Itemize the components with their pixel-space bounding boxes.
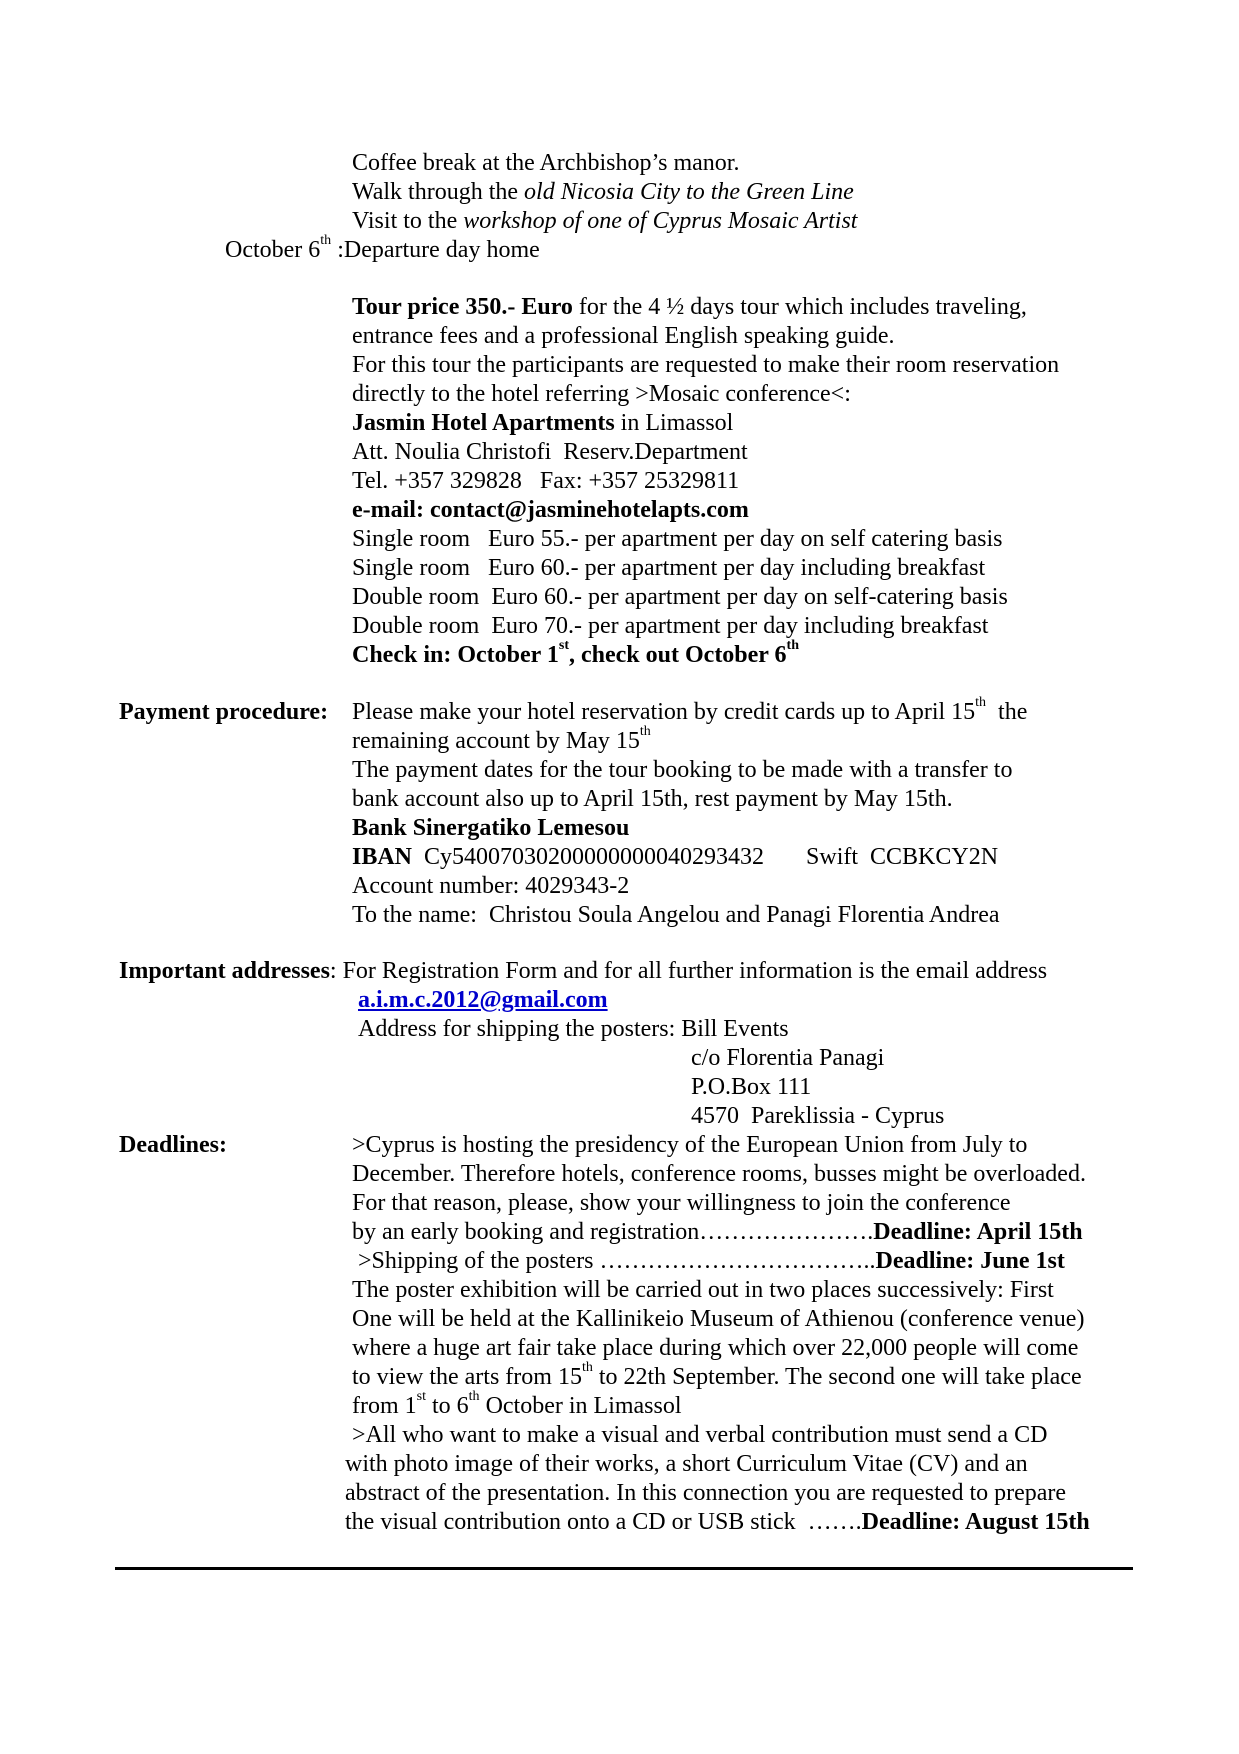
deadline-line: The poster exhibition will be carried out in two places successively: First	[352, 1277, 1054, 1303]
deadlines-label: Deadlines:	[119, 1132, 227, 1158]
payment-line: remaining account by May 15th	[352, 724, 651, 754]
registration-email-link[interactable]: a.i.m.c.2012@gmail.com	[358, 987, 608, 1013]
hotel-email: e-mail: contact@jasminehotelapts.com	[352, 497, 749, 523]
shipping-address: Address for shipping the posters: Bill Events	[358, 1016, 789, 1042]
itinerary-line: Coffee break at the Archbishop’s manor.	[352, 150, 740, 176]
departure-line: October 6th :Departure day home	[225, 233, 540, 263]
deadline-line: from 1st to 6th October in Limassol	[352, 1389, 682, 1419]
account-holder: To the name: Christou Soula Angelou and Panagi Florentia Andrea	[352, 902, 1000, 928]
deadline-line: >Cyprus is hosting the presidency of the European Union from July to	[352, 1132, 1028, 1158]
room-rate: Single room Euro 55.- per apartment per day on self catering basis	[352, 526, 1003, 552]
deadline-line: For that reason, please, show your willingness to join the conference	[352, 1190, 1011, 1216]
deadline-posters: >Shipping of the posters ……………………………..Deadline: June 1st	[352, 1248, 1065, 1274]
address-line: 4570 Pareklissia - Cyprus	[691, 1103, 945, 1129]
deadline-line: where a huge art fair take place during which over 22,000 people will come	[352, 1335, 1079, 1361]
registration-email	[358, 986, 608, 1015]
deadline-line: One will be held at the Kallinikeio Museum of Athienou (conference venue)	[352, 1306, 1085, 1332]
horizontal-rule	[115, 1567, 1133, 1570]
deadline-line: to view the arts from 15th to 22th September. The second one will take place	[352, 1360, 1082, 1390]
tour-line: entrance fees and a professional English speaking guide.	[352, 323, 895, 349]
deadline-registration: by an early booking and registration………………….Deadline: April 15th	[352, 1219, 1083, 1245]
deadline-line: with photo image of their works, a short Curriculum Vitae (CV) and an	[345, 1451, 1028, 1477]
room-rate: Single room Euro 60.- per apartment per day including breakfast	[352, 555, 986, 581]
hotel-attention: Att. Noulia Christofi Reserv.Department	[352, 439, 748, 465]
address-line: c/o Florentia Panagi	[691, 1045, 885, 1071]
tour-line: For this tour the participants are requested to make their room reservation	[352, 352, 1060, 378]
bank-account: Account number: 4029343-2	[352, 873, 630, 899]
checkin-dates: Check in: October 1st, check out October 6th	[352, 638, 799, 668]
payment-line: Please make your hotel reservation by credit cards up to April 15th the	[352, 695, 1028, 725]
itinerary-line: Walk through the old Nicosia City to the Green Line	[352, 179, 854, 205]
deadline-line: >All who want to make a visual and verbal contribution must send a CD	[352, 1422, 1048, 1448]
addresses-label: Important addresses	[119, 958, 330, 984]
payment-line: bank account also up to April 15th, rest payment by May 15th.	[352, 786, 953, 812]
hotel-name: Jasmin Hotel Apartments in Limassol	[352, 410, 734, 436]
hotel-phone: Tel. +357 329828 Fax: +357 25329811	[352, 468, 740, 494]
itinerary-line: Visit to the workshop of one of Cyprus Mosaic Artist	[352, 208, 858, 234]
payment-label: Payment procedure:	[119, 699, 329, 725]
tour-price: Tour price 350.- Euro for the 4 ½ days tour which includes traveling,	[352, 294, 1027, 320]
bank-name: Bank Sinergatiko Lemesou	[352, 815, 630, 841]
tour-line: directly to the hotel referring >Mosaic conference<:	[352, 381, 851, 407]
deadline-line: December. Therefore hotels, conference rooms, busses might be overloaded.	[352, 1161, 1086, 1187]
room-rate: Double room Euro 60.- per apartment per day on self-catering basis	[352, 584, 1008, 610]
addresses-line: Important addresses: For Registration Form and for all further information is the email address	[119, 958, 1048, 984]
deadline-contribution: the visual contribution onto a CD or USB stick …….Deadline: August 15th	[345, 1509, 1090, 1535]
room-rate: Double room Euro 70.- per apartment per day including breakfast	[352, 613, 989, 639]
address-line: P.O.Box 111	[691, 1074, 812, 1100]
bank-iban: IBAN Cy54007030200000000040293432 Swift CCBKCY2N	[352, 844, 999, 870]
payment-line: The payment dates for the tour booking to be made with a transfer to	[352, 757, 1013, 783]
deadline-line: abstract of the presentation. In this connection you are requested to prepare	[345, 1480, 1067, 1506]
